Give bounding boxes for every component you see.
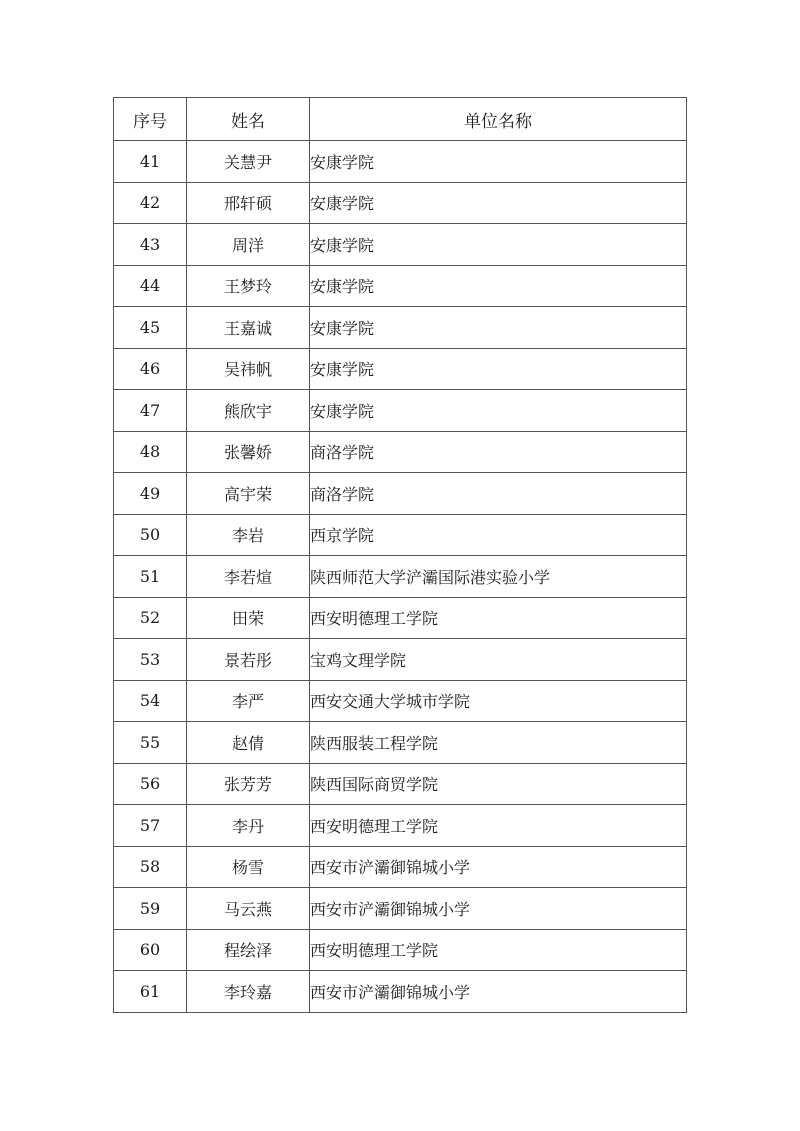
cell-index: 51 — [114, 556, 187, 598]
cell-name: 王嘉诚 — [187, 307, 310, 349]
table-row — [114, 348, 687, 390]
table-row — [114, 141, 687, 183]
cell-index: 48 — [114, 431, 187, 473]
table-row — [114, 929, 687, 971]
cell-name: 张芳芳 — [187, 763, 310, 805]
cell-index: 43 — [114, 224, 187, 266]
cell-unit: 安康学院 — [310, 390, 687, 432]
cell-name: 景若彤 — [187, 639, 310, 681]
cell-unit: 安康学院 — [310, 307, 687, 349]
roster-table — [113, 97, 687, 1013]
cell-unit: 安康学院 — [310, 141, 687, 183]
cell-name: 吴祎帆 — [187, 348, 310, 390]
cell-name: 李岩 — [187, 514, 310, 556]
cell-name: 赵倩 — [187, 722, 310, 764]
cell-name: 熊欣宇 — [187, 390, 310, 432]
cell-unit: 西安明德理工学院 — [310, 597, 687, 639]
cell-index: 53 — [114, 639, 187, 681]
cell-index: 44 — [114, 265, 187, 307]
cell-name: 关慧尹 — [187, 141, 310, 183]
cell-name: 王梦玲 — [187, 265, 310, 307]
cell-unit: 陕西服装工程学院 — [310, 722, 687, 764]
cell-index: 54 — [114, 680, 187, 722]
cell-unit: 商洛学院 — [310, 431, 687, 473]
cell-name: 高宇荣 — [187, 473, 310, 515]
cell-index: 57 — [114, 805, 187, 847]
table-row — [114, 265, 687, 307]
cell-unit: 西安市浐灞御锦城小学 — [310, 846, 687, 888]
cell-name: 李严 — [187, 680, 310, 722]
cell-unit: 陕西国际商贸学院 — [310, 763, 687, 805]
cell-unit: 西安市浐灞御锦城小学 — [310, 888, 687, 930]
cell-index: 55 — [114, 722, 187, 764]
cell-index: 42 — [114, 182, 187, 224]
table-row — [114, 846, 687, 888]
cell-unit: 商洛学院 — [310, 473, 687, 515]
table-row — [114, 680, 687, 722]
cell-name: 李玲嘉 — [187, 971, 310, 1013]
table-row — [114, 597, 687, 639]
header-unit: 单位名称 — [310, 98, 687, 141]
table-row — [114, 514, 687, 556]
table-row — [114, 888, 687, 930]
table-row — [114, 390, 687, 432]
cell-index: 61 — [114, 971, 187, 1013]
cell-name: 马云燕 — [187, 888, 310, 930]
cell-index: 46 — [114, 348, 187, 390]
cell-index: 47 — [114, 390, 187, 432]
cell-name: 程绘泽 — [187, 929, 310, 971]
cell-unit: 西安交通大学城市学院 — [310, 680, 687, 722]
table-row — [114, 805, 687, 847]
cell-name: 邢轩硕 — [187, 182, 310, 224]
header-name: 姓名 — [187, 98, 310, 141]
cell-index: 49 — [114, 473, 187, 515]
cell-unit: 安康学院 — [310, 182, 687, 224]
cell-unit: 西安明德理工学院 — [310, 805, 687, 847]
cell-unit: 陕西师范大学浐灞国际港实验小学 — [310, 556, 687, 598]
table-row — [114, 431, 687, 473]
cell-index: 45 — [114, 307, 187, 349]
cell-unit: 安康学院 — [310, 348, 687, 390]
table-row — [114, 639, 687, 681]
table-row — [114, 722, 687, 764]
cell-index: 41 — [114, 141, 187, 183]
cell-index: 52 — [114, 597, 187, 639]
cell-unit: 西京学院 — [310, 514, 687, 556]
cell-index: 60 — [114, 929, 187, 971]
cell-index: 56 — [114, 763, 187, 805]
roster-body — [114, 141, 687, 1013]
header-index: 序号 — [114, 98, 187, 141]
cell-unit: 西安明德理工学院 — [310, 929, 687, 971]
cell-unit: 西安市浐灞御锦城小学 — [310, 971, 687, 1013]
cell-name: 李丹 — [187, 805, 310, 847]
cell-index: 59 — [114, 888, 187, 930]
cell-unit: 宝鸡文理学院 — [310, 639, 687, 681]
cell-index: 58 — [114, 846, 187, 888]
cell-name: 田荣 — [187, 597, 310, 639]
cell-unit: 安康学院 — [310, 265, 687, 307]
table-row — [114, 763, 687, 805]
cell-name: 杨雪 — [187, 846, 310, 888]
table-row — [114, 971, 687, 1013]
cell-name: 李若煊 — [187, 556, 310, 598]
table-row — [114, 556, 687, 598]
header-row — [114, 98, 687, 141]
cell-name: 张馨娇 — [187, 431, 310, 473]
table-row — [114, 182, 687, 224]
cell-name: 周洋 — [187, 224, 310, 266]
table-row — [114, 473, 687, 515]
cell-unit: 安康学院 — [310, 224, 687, 266]
table-row — [114, 307, 687, 349]
table-row — [114, 224, 687, 266]
cell-index: 50 — [114, 514, 187, 556]
